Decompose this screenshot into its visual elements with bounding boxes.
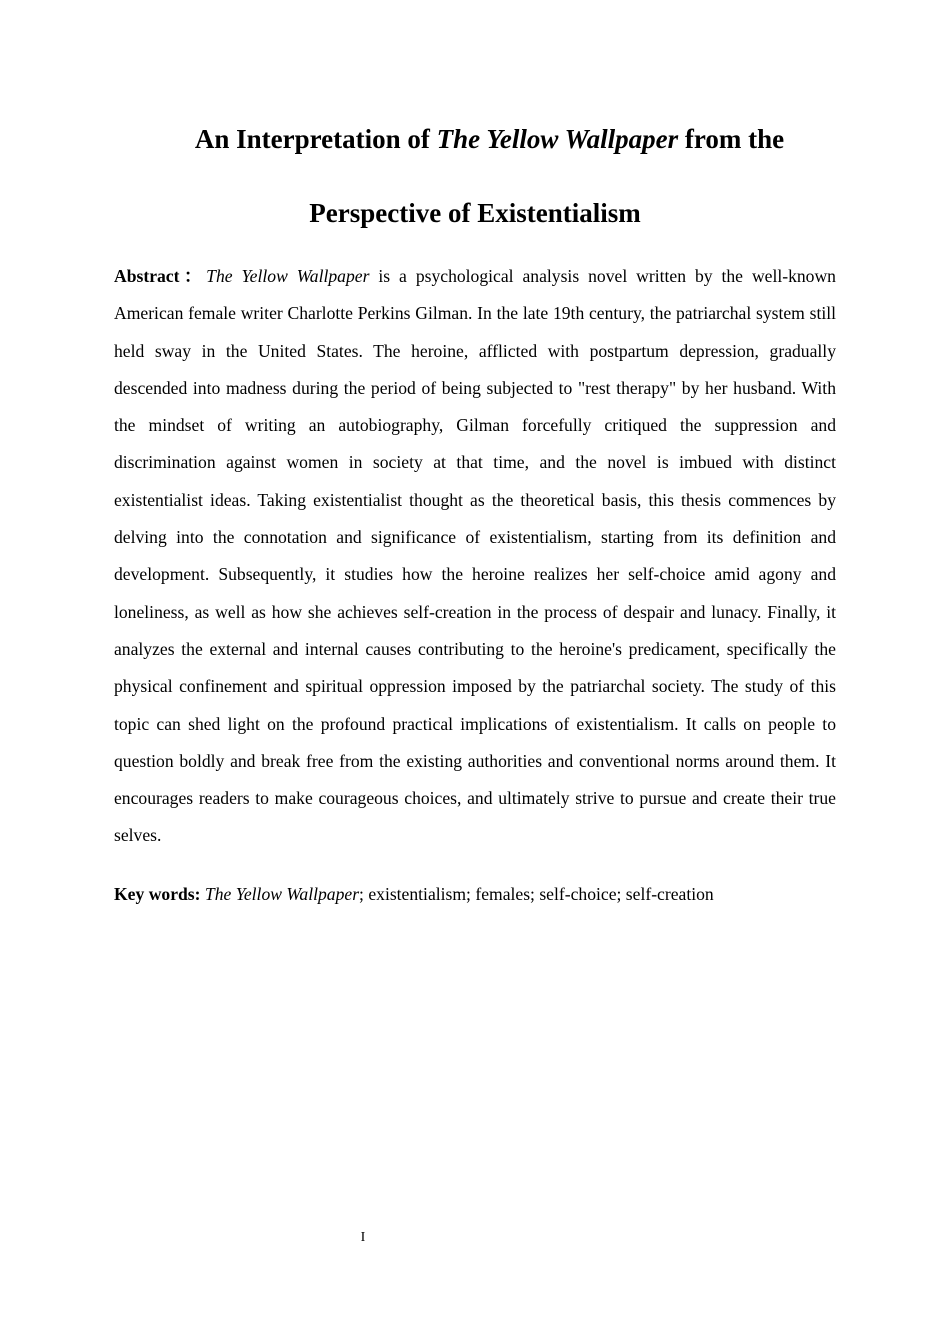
keywords-line <box>114 876 836 913</box>
title-prefix: An Interpretation of <box>194 124 437 154</box>
abstract-work-title: The Yellow Wallpaper <box>206 266 370 286</box>
title-line-1 <box>114 102 836 176</box>
abstract-paragraph <box>114 258 836 855</box>
keywords-work-title: The Yellow Wallpaper <box>204 884 360 904</box>
abstract-label: Abstract： <box>114 266 207 286</box>
title-suffix: from the <box>678 124 785 154</box>
page-title <box>114 102 836 250</box>
keywords-label: Key words: <box>114 884 201 904</box>
title-work-name: The Yellow Wallpaper <box>436 124 679 154</box>
keywords-list: ; existentialism; females; self-choice; self-creation <box>359 884 714 904</box>
abstract-body: is a psychological analysis novel written by the well-known American female writer Charlotte Perkins Gilman. In the late 19th century, the patriarchal system still held sway in the United States. The heroine, afflicted with postpartum depression, gradually descended into madness during the period of being subjected to "rest therapy" by her husband. With the mindset of writing an autobiography, Gilman forcefully critiqued the suppression and discrimination against women in society at that time, and the novel is imbued with distinct existentialist ideas. Taking existentialist thought as the theoretical basis, this thesis commences by delving into the connotation and significance of existentialism, starting from its definition and development. Subsequently, it studies how the heroine realizes her self-choice amid agony and loneliness, as well as how she achieves self-creation in the process of despair and lunacy. Finally, it analyzes the external and internal causes contributing to the heroine's predicament, specifically the physical confinement and spiritual oppression imposed by the patriarchal society. The study of this topic can shed light on the profound practical implications of existentialism. It calls on people to question boldly and break free from the existing authorities and conventional norms around them. It encourages readers to make courageous choices, and ultimately strive to pursue and create their true selves. <box>114 266 836 846</box>
page-number: I <box>360 1230 366 1245</box>
title-line-2: Perspective of Existentialism <box>309 198 641 228</box>
